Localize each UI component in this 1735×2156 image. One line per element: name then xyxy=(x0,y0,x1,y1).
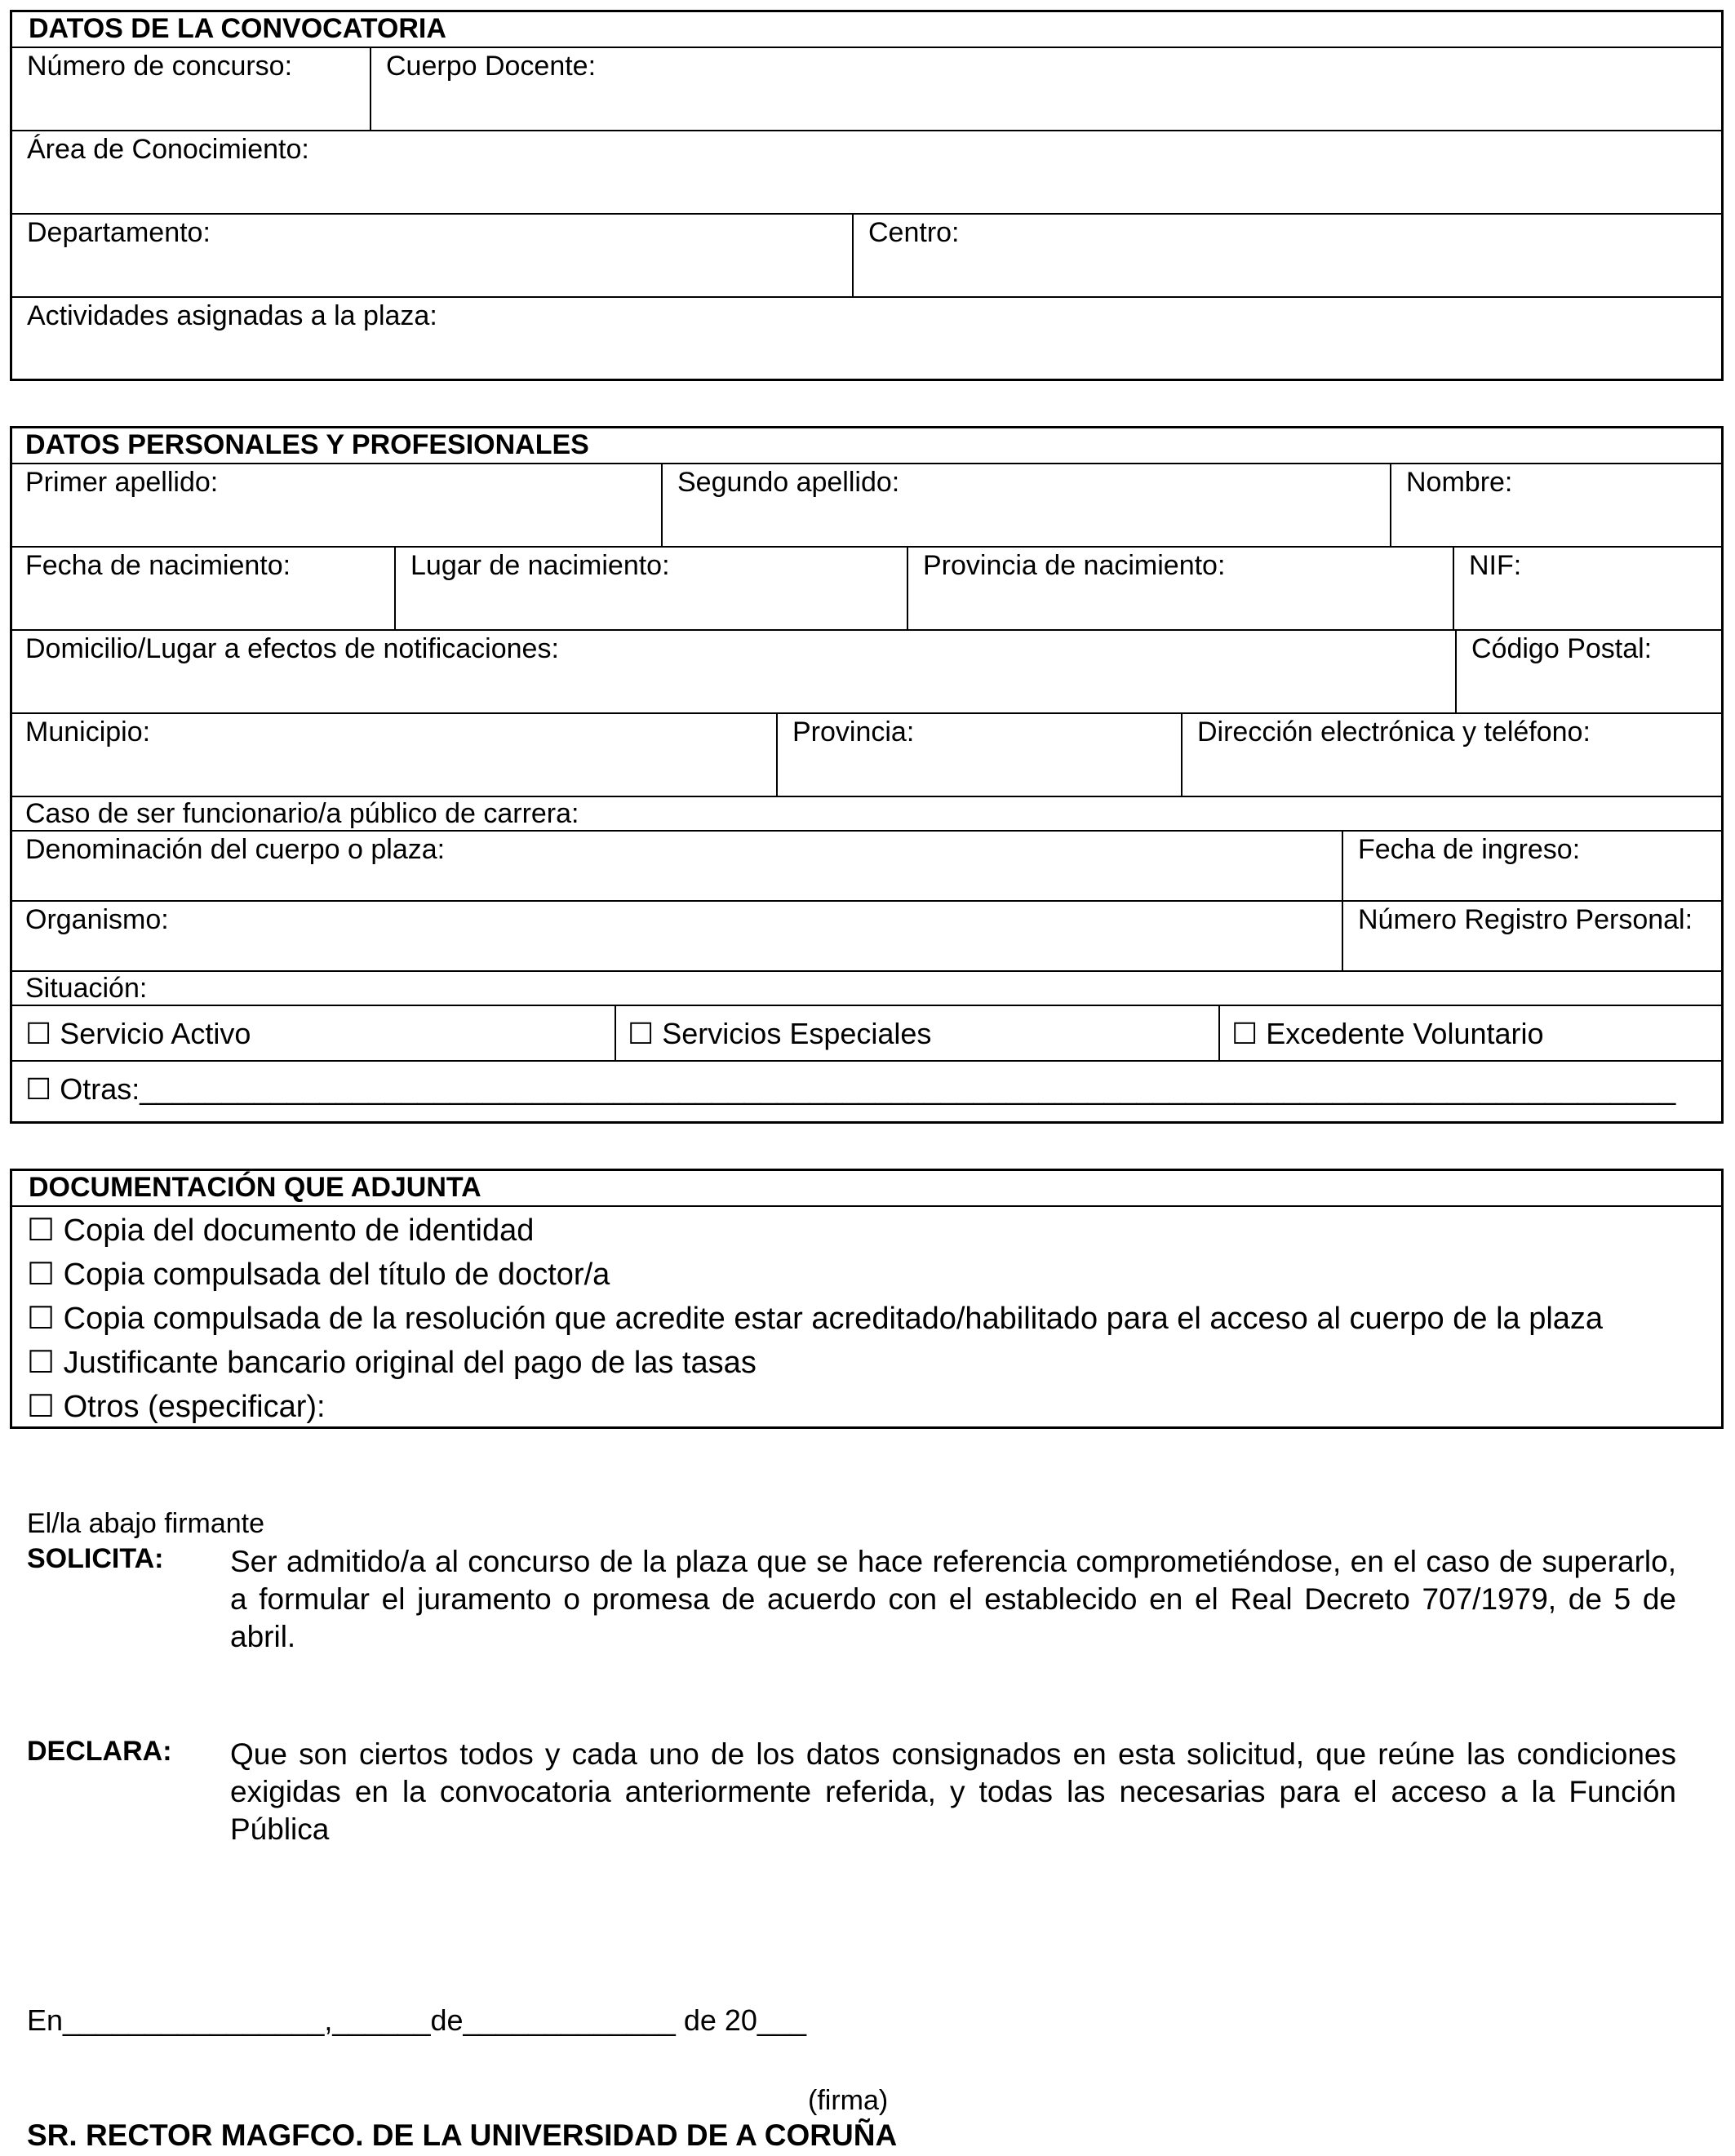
actividades-field[interactable]: Actividades asignadas a la plaza: xyxy=(27,300,437,331)
declara-text: Que son ciertos todos y cada uno de los datos consignados en esta solicitud, que reúne las condiciones exigidas en la convocatoria anteriormente referida, y todas las necesarias para el acceso a la Función Pública xyxy=(230,1737,1676,1846)
fecha-nacimiento-field[interactable]: Fecha de nacimiento: xyxy=(25,550,291,581)
firma-label: (firma) xyxy=(808,2085,889,2116)
declara-label: DECLARA: xyxy=(27,1736,172,1767)
doc-titulo-doctor-checkbox[interactable]: ☐ Copia compulsada del título de doctor/a xyxy=(27,1258,610,1292)
convocatoria-header-row xyxy=(12,12,1721,47)
fecha-lugar-line[interactable]: En________________,______de_____________ de 20___ xyxy=(27,2003,806,2037)
personales-row-5 xyxy=(12,796,1721,830)
documentacion-section xyxy=(10,1169,1724,1429)
departamento-field[interactable]: Departamento: xyxy=(27,217,211,248)
organismo-field[interactable]: Organismo: xyxy=(25,904,169,935)
doc-justificante-checkbox[interactable]: ☐ Justificante bancario original del pago de las tasas xyxy=(27,1346,757,1380)
personales-row-6 xyxy=(12,830,1721,900)
otras-checkbox[interactable]: ☐ Otras:______________________________________________________________________________________________ xyxy=(25,1072,1676,1106)
municipio-field[interactable]: Municipio: xyxy=(25,716,151,748)
domicilio-field[interactable]: Domicilio/Lugar a efectos de notificaciones: xyxy=(25,633,559,664)
otras-row xyxy=(12,1060,1721,1115)
centro-field[interactable]: Centro: xyxy=(852,215,1721,296)
provincia-field[interactable]: Provincia: xyxy=(776,714,1181,796)
situacion-label: Situación: xyxy=(25,973,148,1004)
personales-row-1 xyxy=(12,463,1721,546)
personales-row-8 xyxy=(12,970,1721,1005)
cuerpo-docente-field[interactable]: Cuerpo Docente: xyxy=(370,48,1721,130)
numero-concurso-field[interactable]: Número de concurso: xyxy=(27,51,293,82)
doc-otros-checkbox[interactable]: ☐ Otros (especificar): xyxy=(27,1390,326,1424)
area-conocimiento-field[interactable]: Área de Conocimiento: xyxy=(27,134,309,165)
codigo-postal-field[interactable]: Código Postal: xyxy=(1455,631,1721,712)
doc-resolucion-checkbox[interactable]: ☐ Copia compulsada de la resolución que acredite estar acreditado/habilitado para el acceso al cuerpo de la plaza xyxy=(27,1302,1604,1336)
convocatoria-row-4 xyxy=(12,296,1721,378)
personales-row-7 xyxy=(12,900,1721,970)
destinatario-label: SR. RECTOR MAGFCO. DE LA UNIVERSIDAD DE A CORUÑA xyxy=(27,2118,898,2152)
personales-row-3 xyxy=(12,629,1721,712)
fecha-ingreso-field[interactable]: Fecha de ingreso: xyxy=(1342,832,1721,900)
servicio-activo-checkbox[interactable]: ☐ Servicio Activo xyxy=(25,1017,251,1050)
personales-section xyxy=(10,426,1724,1124)
convocatoria-row-1 xyxy=(12,47,1721,130)
convocatoria-title: DATOS DE LA CONVOCATORIA xyxy=(29,13,446,44)
caso-funcionario-label: Caso de ser funcionario/a público de carrera: xyxy=(25,798,579,829)
documentacion-list xyxy=(12,1205,1721,1429)
servicios-especiales-checkbox[interactable]: ☐ Servicios Especiales xyxy=(615,1006,1218,1060)
solicita-text: Ser admitido/a al concurso de la plaza que se hace referencia comprometiéndose, en el caso de superarlo, a formular el juramento o promesa de acuerdo con el establecido en el Real Decreto 707/1979, de 5 de abril. xyxy=(230,1545,1676,1653)
personales-row-2 xyxy=(12,546,1721,629)
convocatoria-row-2 xyxy=(12,130,1721,213)
primer-apellido-field[interactable]: Primer apellido: xyxy=(25,467,219,498)
segundo-apellido-field[interactable]: Segundo apellido: xyxy=(661,464,1390,546)
convocatoria-row-3 xyxy=(12,213,1721,296)
provincia-nacimiento-field[interactable]: Provincia de nacimiento: xyxy=(907,548,1453,629)
solicita-label: SOLICITA: xyxy=(27,1543,164,1574)
personales-row-4 xyxy=(12,712,1721,796)
documentacion-header-row xyxy=(12,1171,1721,1205)
personales-header-row xyxy=(12,428,1721,463)
situacion-options-row xyxy=(12,1005,1721,1060)
numero-registro-field[interactable]: Número Registro Personal: xyxy=(1342,902,1721,970)
lugar-nacimiento-field[interactable]: Lugar de nacimiento: xyxy=(394,548,907,629)
personales-title: DATOS PERSONALES Y PROFESIONALES xyxy=(25,429,589,460)
doc-identidad-checkbox[interactable]: ☐ Copia del documento de identidad xyxy=(27,1213,535,1248)
excedente-voluntario-checkbox[interactable]: ☐ Excedente Voluntario xyxy=(1218,1006,1721,1060)
nombre-field[interactable]: Nombre: xyxy=(1390,464,1721,546)
convocatoria-section xyxy=(10,10,1724,381)
firmante-label: El/la abajo firmante xyxy=(27,1508,265,1539)
nif-field[interactable]: NIF: xyxy=(1453,548,1721,629)
direccion-telefono-field[interactable]: Dirección electrónica y teléfono: xyxy=(1181,714,1721,796)
documentacion-title: DOCUMENTACIÓN QUE ADJUNTA xyxy=(29,1172,481,1203)
denominacion-field[interactable]: Denominación del cuerpo o plaza: xyxy=(25,834,446,865)
